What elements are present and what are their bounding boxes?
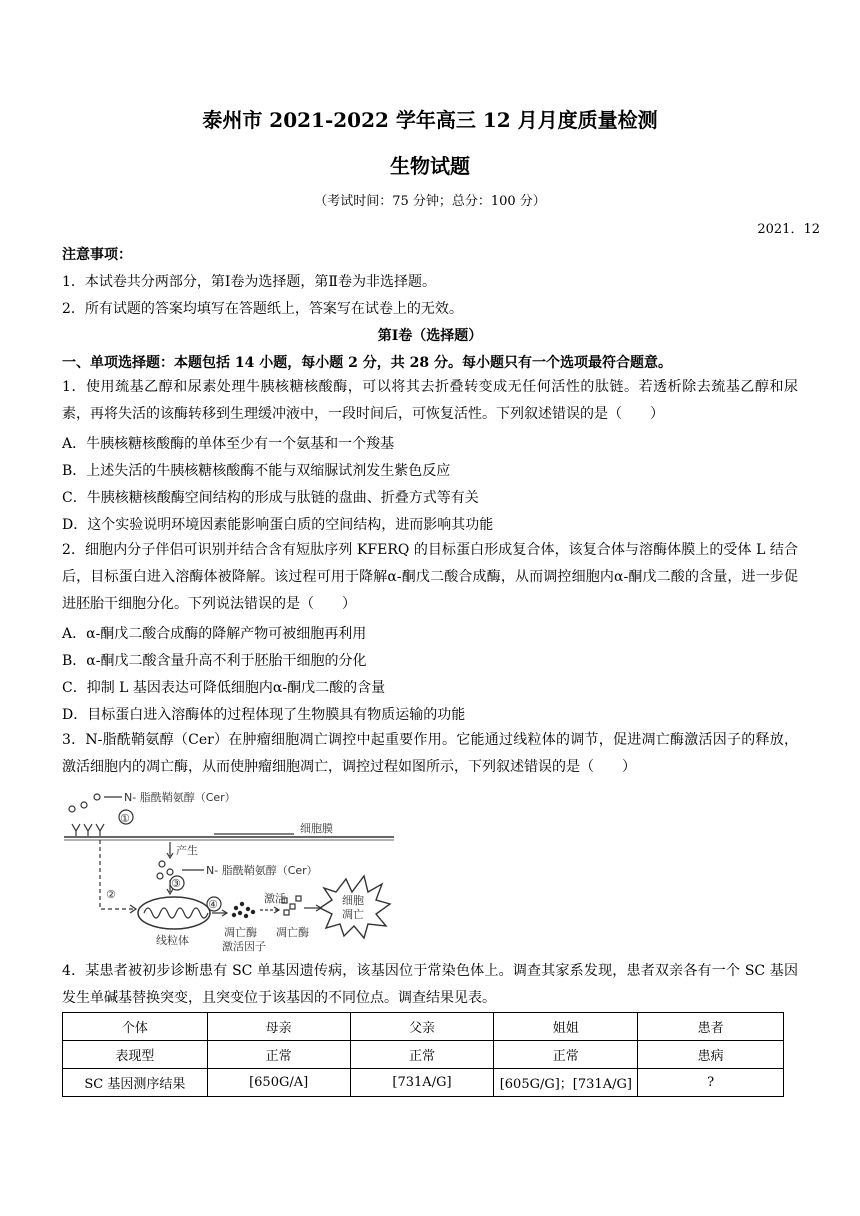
apoptosis-diagram — [64, 784, 404, 954]
question-2-stem: 2．细胞内分子伴侣可识别并结合含有短肽序列 KFERQ 的目标蛋白形成复合体，该复合体与溶酶体膜上的受体 L 结合后，目标蛋白进入溶酶体被降解。该过程可用于降解α-酮戊二酸合成酶，从而调控细胞内α-酮戊二酸的含量，进一步促进胚胎干细胞分化。下列说法错误的是（ ） — [62, 542, 798, 612]
note-item: 2．所有试题的答案均填写在答题纸上，答案写在试卷上的无效。 — [62, 301, 463, 317]
question-2-option-a: A．α-酮戊二酸合成酶的降解产物可被细胞再利用 — [62, 626, 367, 642]
diagram-produce-label: 产生 — [176, 844, 198, 857]
question-1-option-c: C．牛胰核糖核酸酶空间结构的形成与肽链的盘曲、折叠方式等有关 — [62, 490, 479, 506]
diagram-membrane-label: 细胞膜 — [300, 822, 333, 835]
table-cell: 表现型 — [63, 1041, 208, 1069]
diagram-factor-label-2: 激活因子 — [222, 940, 266, 953]
table-row — [63, 1013, 784, 1041]
table-cell: 姐姐 — [494, 1013, 638, 1041]
subject-title: 生物试题 — [390, 154, 470, 178]
diagram-step-2: ② — [106, 888, 116, 901]
question-2-option-c: C．抑制 L 基因表达可降低细胞内α-酮戊二酸的含量 — [62, 680, 386, 696]
diagram-step-1: ① — [120, 812, 130, 825]
table-cell: SC 基因测序结果 — [63, 1069, 208, 1097]
table-cell: 患者 — [638, 1013, 784, 1041]
table-cell: 正常 — [494, 1041, 638, 1069]
table-cell: 正常 — [207, 1041, 350, 1069]
table-cell: 正常 — [350, 1041, 494, 1069]
question-2-option-b: B．α-酮戊二酸含量升高不利于胚胎干细胞的分化 — [62, 653, 367, 669]
notes-heading: 注意事项： — [62, 247, 132, 263]
question-1-option-d: D．这个实验说明环境因素能影响蛋白质的空间结构，进而影响其功能 — [62, 517, 494, 533]
diagram-step-4: ④ — [208, 898, 218, 911]
table-cell: 个体 — [63, 1013, 208, 1041]
question-1-option-b: B．上述失活的牛胰核糖核酸酶不能与双缩脲试剂发生紫色反应 — [62, 463, 451, 479]
table-cell: [605G/G]；[731A/G] — [494, 1069, 638, 1097]
diagram-activate-label: 激活 — [264, 892, 286, 905]
question-2-option-d: D．目标蛋白进入溶酶体的过程体现了生物膜具有物质运输的功能 — [62, 707, 466, 723]
table-cell: 父亲 — [350, 1013, 494, 1041]
table-cell: 患病 — [638, 1041, 784, 1069]
table-row — [63, 1069, 784, 1097]
diagram-mito-label: 线粒体 — [156, 934, 189, 947]
note-item: 1．本试卷共分两部分，第Ⅰ卷为选择题，第Ⅱ卷为非选择题。 — [62, 274, 436, 290]
table-row — [63, 1041, 784, 1069]
table-cell: [650G/A] — [207, 1069, 350, 1097]
exam-info: （考试时间：75 分钟；总分：100 分） — [314, 194, 546, 209]
part1-title: 第Ⅰ卷（选择题） — [377, 328, 483, 344]
diagram-caspase-label: 凋亡酶 — [276, 926, 309, 939]
diagram-apoptosis-label-1: 细胞 — [342, 894, 364, 907]
sc-gene-table — [62, 1012, 784, 1097]
table-cell: 母亲 — [207, 1013, 350, 1041]
diagram-cer-mid-label: N- 脂酰鞘氨醇（Cer） — [206, 864, 318, 877]
table-cell: ? — [638, 1069, 784, 1097]
exam-title: 泰州市 2021-2022 学年高三 12 月月度质量检测 — [202, 108, 658, 132]
question-1-option-a: A．牛胰核糖核酸酶的单体至少有一个氨基和一个羧基 — [62, 436, 395, 452]
section-heading: 一、单项选择题：本题包括 14 小题，每小题 2 分，共 28 分。每小题只有一个选项最符合题意。 — [62, 355, 672, 371]
question-1-stem: 1．使用巯基乙醇和尿素处理牛胰核糖核酸酶，可以将其去折叠转变成无任何活性的肽链。若透析除去巯基乙醇和尿素，再将失活的该酶转移到生理缓冲液中，一段时间后，可恢复活性。下列叙述错误的是（ ） — [62, 379, 798, 422]
diagram-step-3: ③ — [171, 877, 181, 890]
question-3-stem: 3．N-脂酰鞘氨醇（Cer）在肿瘤细胞凋亡调控中起重要作用。它能通过线粒体的调节，促进凋亡酶激活因子的释放，激活细胞内的凋亡酶，从而使肿瘤细胞凋亡，调控过程如图所示，下列叙述错误的是（ ） — [62, 732, 798, 775]
diagram-factor-label-1: 凋亡酶 — [224, 926, 257, 939]
exam-date: 2021．12 — [757, 222, 820, 237]
question-4-stem: 4．某患者被初步诊断患有 SC 单基因遗传病，该基因位于常染色体上。调查其家系发现，患者双亲各有一个 SC 基因发生单碱基替换突变，且突变位于该基因的不同位点。调查结果见表。 — [62, 963, 798, 1006]
table-cell: [731A/G] — [350, 1069, 494, 1097]
diagram-apoptosis-label-2: 凋亡 — [342, 908, 364, 921]
diagram-cer-top-label: N- 脂酰鞘氨醇（Cer） — [124, 791, 236, 804]
